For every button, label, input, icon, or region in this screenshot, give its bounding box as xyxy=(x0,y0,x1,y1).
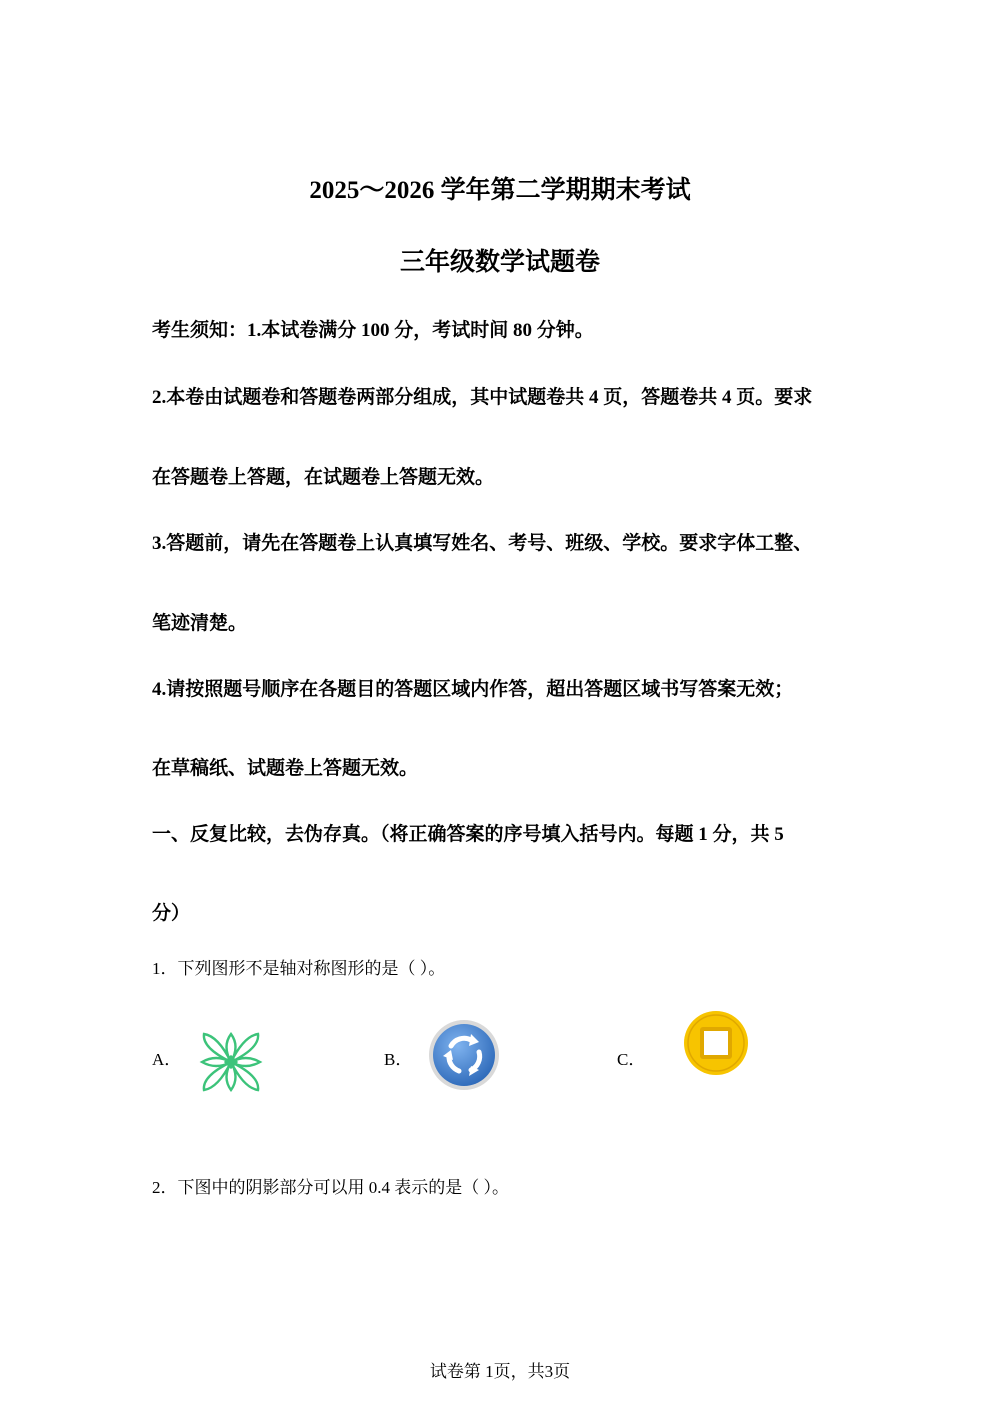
exam-title: 2025～2026 学年第二学期期末考试 xyxy=(309,177,691,204)
notice-line-4b: 在草稿纸、试题卷上答题无效。 xyxy=(152,758,419,779)
notice-line-2b: 在答题卷上答题，在试题卷上答题无效。 xyxy=(152,467,495,488)
exam-subtitle: 三年级数学试题卷 xyxy=(399,249,600,276)
green-flower-pattern-icon xyxy=(198,1030,264,1094)
option-b-label: B． xyxy=(384,1050,413,1069)
gold-square-hole-coin-icon xyxy=(682,1009,750,1077)
notice-line-2a: 2.本卷由试题卷和答题卷两部分组成，其中试题卷共 4 页，答题卷共 4 页。要求 xyxy=(152,387,813,408)
roundabout-sign-icon xyxy=(427,1018,501,1094)
page-footer: 试卷第 1页，共3页 xyxy=(429,1362,571,1381)
notice-line-3a: 3.答题前，请先在答题卷上认真填写姓名、考号、班级、学校。要求字体工整、 xyxy=(152,533,813,554)
question-1-text: 1．下列图形不是轴对称图形的是（ ）。 xyxy=(152,959,446,978)
option-c-label: C． xyxy=(617,1050,646,1069)
notice-line-4a: 4.请按照题号顺序在各题目的答题区域内作答，超出答题区域书写答案无效； xyxy=(152,679,794,700)
section-1-heading-a: 一、反复比较，去伪存真。（将正确答案的序号填入括号内。每题 1 分，共 5 xyxy=(152,824,784,845)
notice-line-3b: 笔迹清楚。 xyxy=(152,613,248,634)
section-1-heading-b: 分） xyxy=(152,903,191,924)
question-2-text: 2．下图中的阴影部分可以用 0.4 表示的是（ ）。 xyxy=(152,1178,509,1197)
option-a-label: A． xyxy=(152,1050,182,1069)
notice-line-1: 考生须知：1.本试卷满分 100 分，考试时间 80 分钟。 xyxy=(152,320,594,341)
